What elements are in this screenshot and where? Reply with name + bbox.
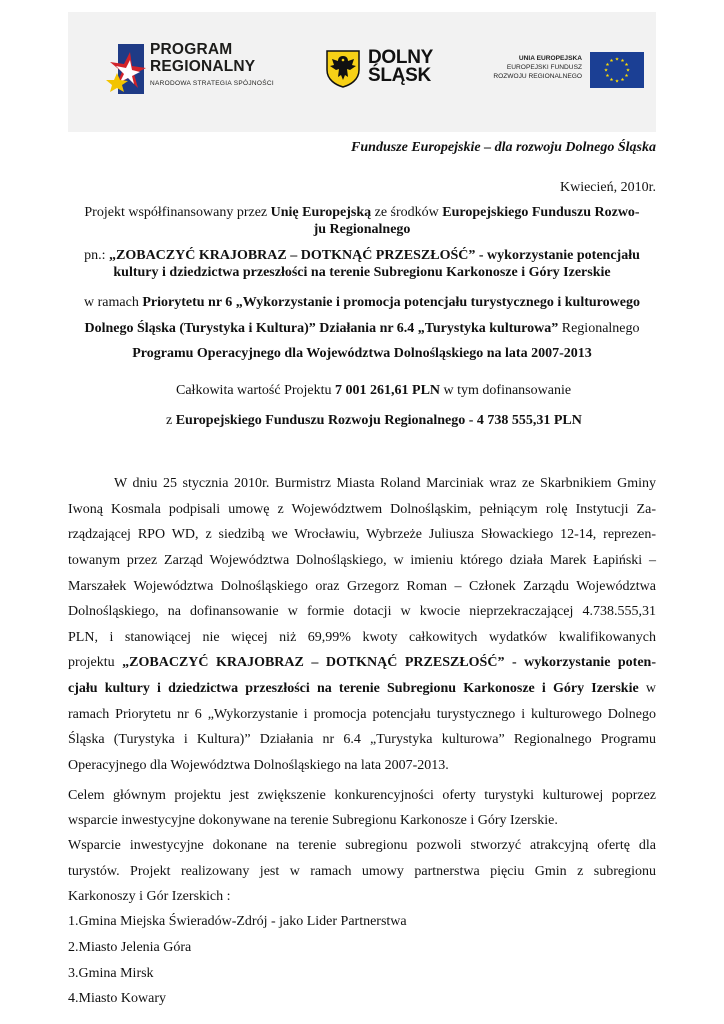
paragraph-1-line-7: PLN, i stanowiącej nie więcej niż 69,99% kwoty całkowitych wydatków kwalifikowanych — [68, 630, 656, 645]
eagle-shield-icon — [326, 50, 360, 88]
paragraph-1-line-5: Marszałek Województwa Dolnośląskiego oraz Grzegorz Roman – Członek Zarządu Województwa — [68, 579, 656, 594]
program-regionalny-logo — [104, 40, 304, 104]
dolny-slask-logo — [326, 47, 456, 100]
paragraph-1-line-8 — [68, 654, 656, 672]
slask-label: ŚLĄSK — [368, 65, 431, 86]
intro-text: Projekt współfinansowany przez — [84, 205, 271, 220]
dolny-label: DOLNY — [368, 47, 434, 68]
paragraph-2-line-2: wsparcie inwestycyjne dokonywane na terenie Subregionu Karkonosze i Góry Izerskie. — [68, 813, 558, 828]
program-title: PROGRAM — [150, 41, 233, 58]
paragraph-1-line-10: ramach Priorytetu nr 6 „Wykorzystanie i promocja potencjału turystycznego i kulturowego Dolnego — [68, 707, 656, 722]
paragraph-1-line-11: Śląska (Turystyka i Kultura)” Działania nr 6.4 „Turystyka kulturowa” Regionalnego Programu — [68, 732, 656, 747]
operational-program: Programu Operacyjnego dla Województwa Dolnośląskiego na lata 2007-2013 — [132, 346, 592, 361]
paragraph-3-line-2: turystów. Projekt realizowany jest w ramach umowy partnerstwa pięciu Gmin z subregionu — [68, 864, 656, 879]
paragraph-3-line-3: Karkonoszy i Gór Izerskich : — [68, 889, 231, 904]
paragraph-1-line-2: Iwoną Kosmala podpisali umowę z Województwem Dolnośląskim, pełniącym rolę Instytucji Za- — [68, 502, 656, 517]
cofinancing-line — [166, 412, 582, 430]
cofinancing-prefix: z — [166, 413, 176, 428]
eu-flag-icon — [590, 52, 644, 88]
priority-prefix: w ramach — [84, 295, 143, 310]
partner-list-item: 1.Gmina Miejska Świeradów-Zdrój - jako Lider Partnerstwa — [68, 914, 407, 929]
regionalny-title: REGIONALNY — [150, 58, 256, 75]
paragraph-1-line-9 — [68, 680, 656, 698]
priority-line-2 — [68, 320, 656, 338]
intro-fund: Europejskiego Funduszu Rozwo- — [442, 205, 640, 220]
total-value-label: Całkowita wartość Projektu — [176, 383, 336, 398]
eu-caption-line2: EUROPEJSKI FUNDUSZ — [506, 64, 582, 71]
partner-list-item: 2.Miasto Jelenia Góra — [68, 940, 192, 955]
program-regionalny-star-icon — [104, 40, 150, 98]
project-word: projektu — [68, 655, 123, 670]
priority-line-3 — [68, 345, 656, 363]
eu-caption-line3: ROZWOJU REGIONALNEGO — [493, 73, 582, 80]
project-name-cont: kultury i dziedzictwa przeszłości na terenie Subregionu Karkonosze i Góry Izerskie — [113, 265, 611, 280]
document-date: Kwiecień, 2010r. — [559, 180, 656, 195]
paragraph-1-line-3: rządzającej RPO WD, z siedzibą we Wrocławiu, Wybrzeże Juliusza Słowackiego 12-14, reprezen- — [68, 527, 656, 542]
paragraph-3-line-1: Wsparcie inwestycyjne dokonane na terenie subregionu pozwoli stworzyć atrakcyjną ofertę dla — [68, 838, 656, 853]
total-value-suffix: w tym dofinansowanie — [440, 383, 572, 398]
partner-list-item: 3.Gmina Mirsk — [68, 966, 154, 981]
strategy-caption: NARODOWA STRATEGIA SPÓJNOŚCI — [150, 80, 274, 87]
priority-line-1 — [68, 294, 656, 312]
priority-name: Priorytetu nr 6 „Wykorzystanie i promocja potencjału turystycznego i kulturowego — [142, 295, 640, 310]
slogan: Fundusze Europejskie – dla rozwoju Dolnego Śląska — [351, 140, 656, 155]
intro-line-1 — [68, 204, 656, 222]
paragraph-1-line-6: Dolnośląskiego, na dofinansowanie w formie dotacji w kwocie nieprzekraczającej 4.738.555,31 — [68, 604, 656, 619]
intro-line-2 — [68, 221, 656, 239]
paragraph-2-line-1: Celem głównym projektu jest zwiększenie konkurencyjności oferty turystyki kulturowej poprzez — [68, 788, 656, 803]
eu-caption — [470, 54, 582, 81]
project-title-inline: „ZOBACZYĆ KRAJOBRAZ – DOTKNĄĆ PRZESZŁOŚĆ” - wykorzystanie poten- — [122, 655, 656, 670]
project-prefix: pn.: — [84, 248, 109, 263]
intro-fund-cont: ju Regionalnego — [313, 222, 411, 237]
cofinancing-amount: Europejskiego Funduszu Rozwoju Regionalnego - 4 738 555,31 PLN — [175, 413, 582, 428]
eu-caption-line1: UNIA EUROPEJSKA — [518, 55, 582, 62]
partner-list-item: 4.Miasto Kowary — [68, 991, 166, 1006]
project-name-line-2 — [68, 264, 656, 282]
total-value-amount: 7 001 261,61 PLN — [335, 383, 441, 398]
total-value-line — [176, 382, 571, 400]
paragraph-1-line-12: Operacyjnego dla Województwa Dolnośląskiego na lata 2007-2013. — [68, 758, 449, 773]
priority-action: Dolnego Śląska (Turystyka i Kultura)” Działania nr 6.4 „Turystyka kulturowa” — [84, 321, 559, 336]
intro-eu: Unię Europejską — [270, 205, 372, 220]
project-title-inline-cont: cjału kultury i dziedzictwa przeszłości na terenie Subregionu Karkonosze i Góry Izerskie — [68, 681, 639, 696]
paragraph-1-line-1: W dniu 25 stycznia 2010r. Burmistrz Miasta Roland Marciniak wraz ze Skarbnikiem Gminy — [114, 476, 656, 491]
connector-word: w — [638, 681, 656, 696]
project-name: „ZOBACZYĆ KRAJOBRAZ – DOTKNĄĆ PRZESZŁOŚĆ” - wykorzystanie potencjału — [109, 248, 640, 263]
paragraph-1-line-4: towanym przez Zarząd Województwa Dolnośląskiego, w imieniu którego działa Marek Łapiński – — [68, 553, 656, 568]
intro-text: ze środków — [371, 205, 443, 220]
project-name-line-1 — [68, 247, 656, 265]
priority-suffix: Regionalnego — [558, 321, 640, 336]
logo-banner — [68, 12, 656, 132]
